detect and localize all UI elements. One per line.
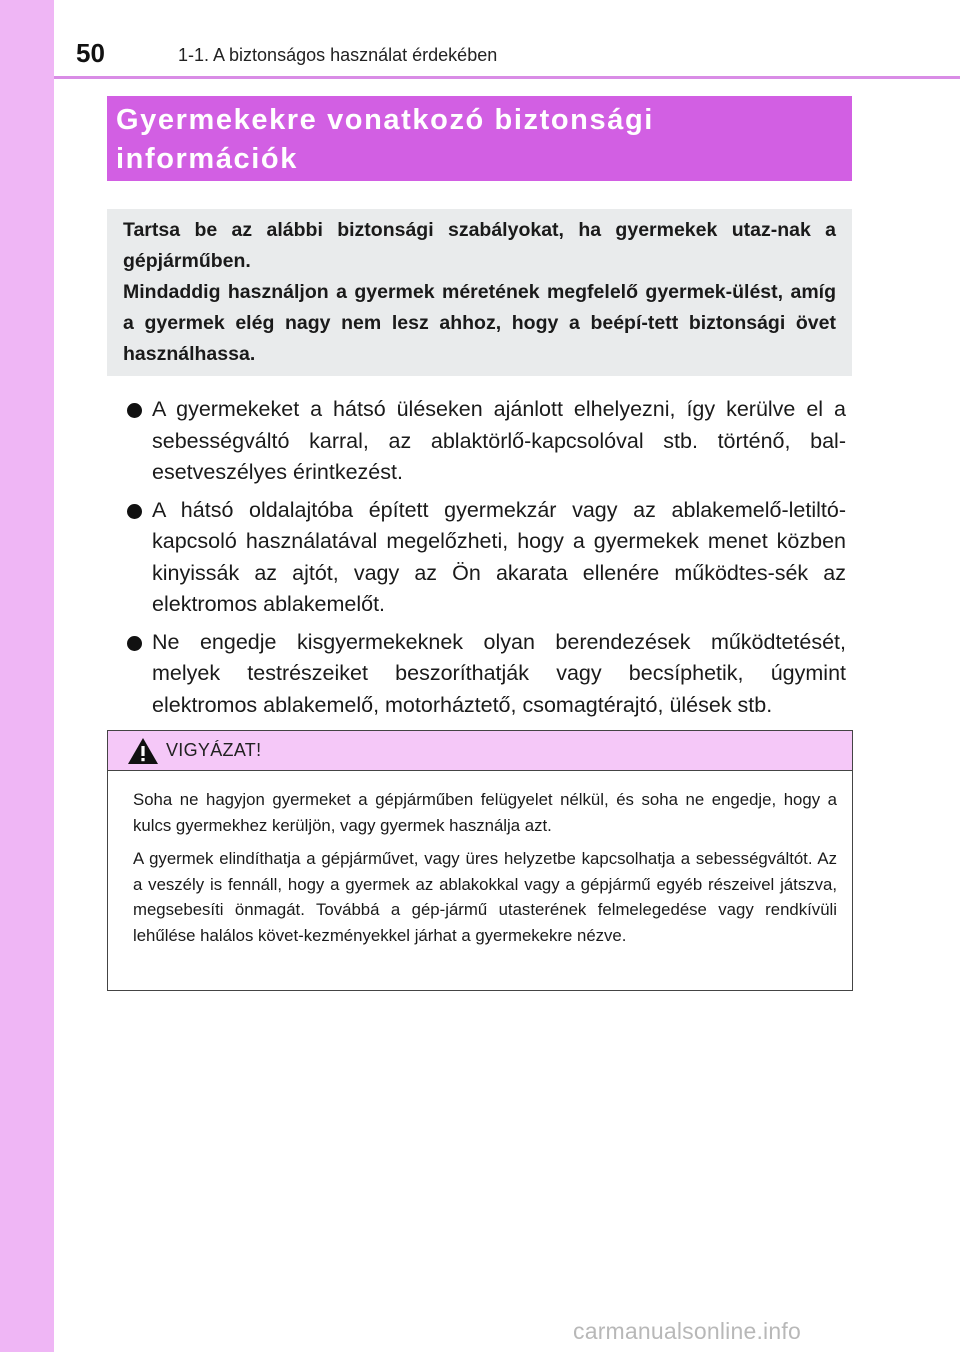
- warning-triangle-icon: [127, 737, 159, 765]
- warning-paragraph: A gyermek elindíthatja a gépjárművet, vagy üres helyzetbe kapcsolhatja a sebességváltót. Az a veszély is fennáll, hogy a gyermek az ablakokkal vagy a gépjármű egyéb részeivel játszva, megsebesíti önmagát. Továbbá a gép-jármű utasterének felmelegedése vagy rendkívüli lehűlése halálos követ-kezményekkel járhat a gyermekekre nézve.: [133, 849, 837, 945]
- list-item: [126, 495, 846, 621]
- warning-paragraph: Soha ne hagyjon gyermeket a gépjárműben felügyelet nélkül, és soha ne engedje, hogy a kulcs gyermekhez kerüljön, vagy gyermek használja azt.: [133, 790, 837, 835]
- warning-box: [107, 730, 853, 991]
- header-divider: [54, 76, 960, 79]
- bullet-list: [126, 394, 846, 727]
- warning-label: VIGYÁZAT!: [166, 740, 262, 760]
- bullet-dot-icon: [127, 504, 142, 519]
- watermark: carmanualsonline.info: [573, 1318, 801, 1344]
- warning-header: [108, 731, 852, 771]
- list-item-text: Ne engedje kisgyermekeknek olyan berendezések működtetését, melyek testrészeiket beszoríthatják vagy becsíphetik, úgymint elektromos ablakemelő, motorháztető, csomagtérajtó, ülések stb.: [152, 629, 846, 717]
- bullet-dot-icon: [127, 636, 142, 651]
- bullet-dot-icon: [127, 403, 142, 418]
- chapter-title: 1-1. A biztonságos használat érdekében: [178, 45, 498, 65]
- list-item-text: A hátsó oldalajtóba épített gyermekzár vagy az ablakemelő-letiltó-kapcsoló használatával megelőzheti, hogy a gyermekek menet közben kinyissák az ajtót, vagy az Ön akarata ellenére működtes-sék az elektromos ablakemelőt.: [152, 497, 846, 616]
- side-color-band: [0, 0, 54, 1352]
- summary-line: Tartsa be az alábbi biztonsági szabályokat, ha gyermekek utaz-nak a gépjárműben.: [123, 219, 836, 272]
- list-item-text: A gyermekeket a hátsó üléseken ajánlott elhelyezni, így kerülve el a sebességváltó karral, az ablaktörlő-kapcsolóval stb. történő, bal-esetveszélyes érintkezést.: [152, 397, 846, 484]
- warning-body: [108, 771, 852, 948]
- page-number: 50: [76, 38, 105, 68]
- list-item: [126, 627, 846, 722]
- section-title: Gyermekekre vonatkozó biztonsági információk: [116, 104, 654, 175]
- list-item: [126, 394, 846, 489]
- section-banner: [107, 96, 852, 181]
- summary-box: [107, 209, 852, 376]
- summary-line: Mindaddig használjon a gyermek méretének megfelelő gyermek-ülést, amíg a gyermek elég nagy nem lesz ahhoz, hogy a beépí-tett biztonsági övet használhassa.: [123, 281, 836, 365]
